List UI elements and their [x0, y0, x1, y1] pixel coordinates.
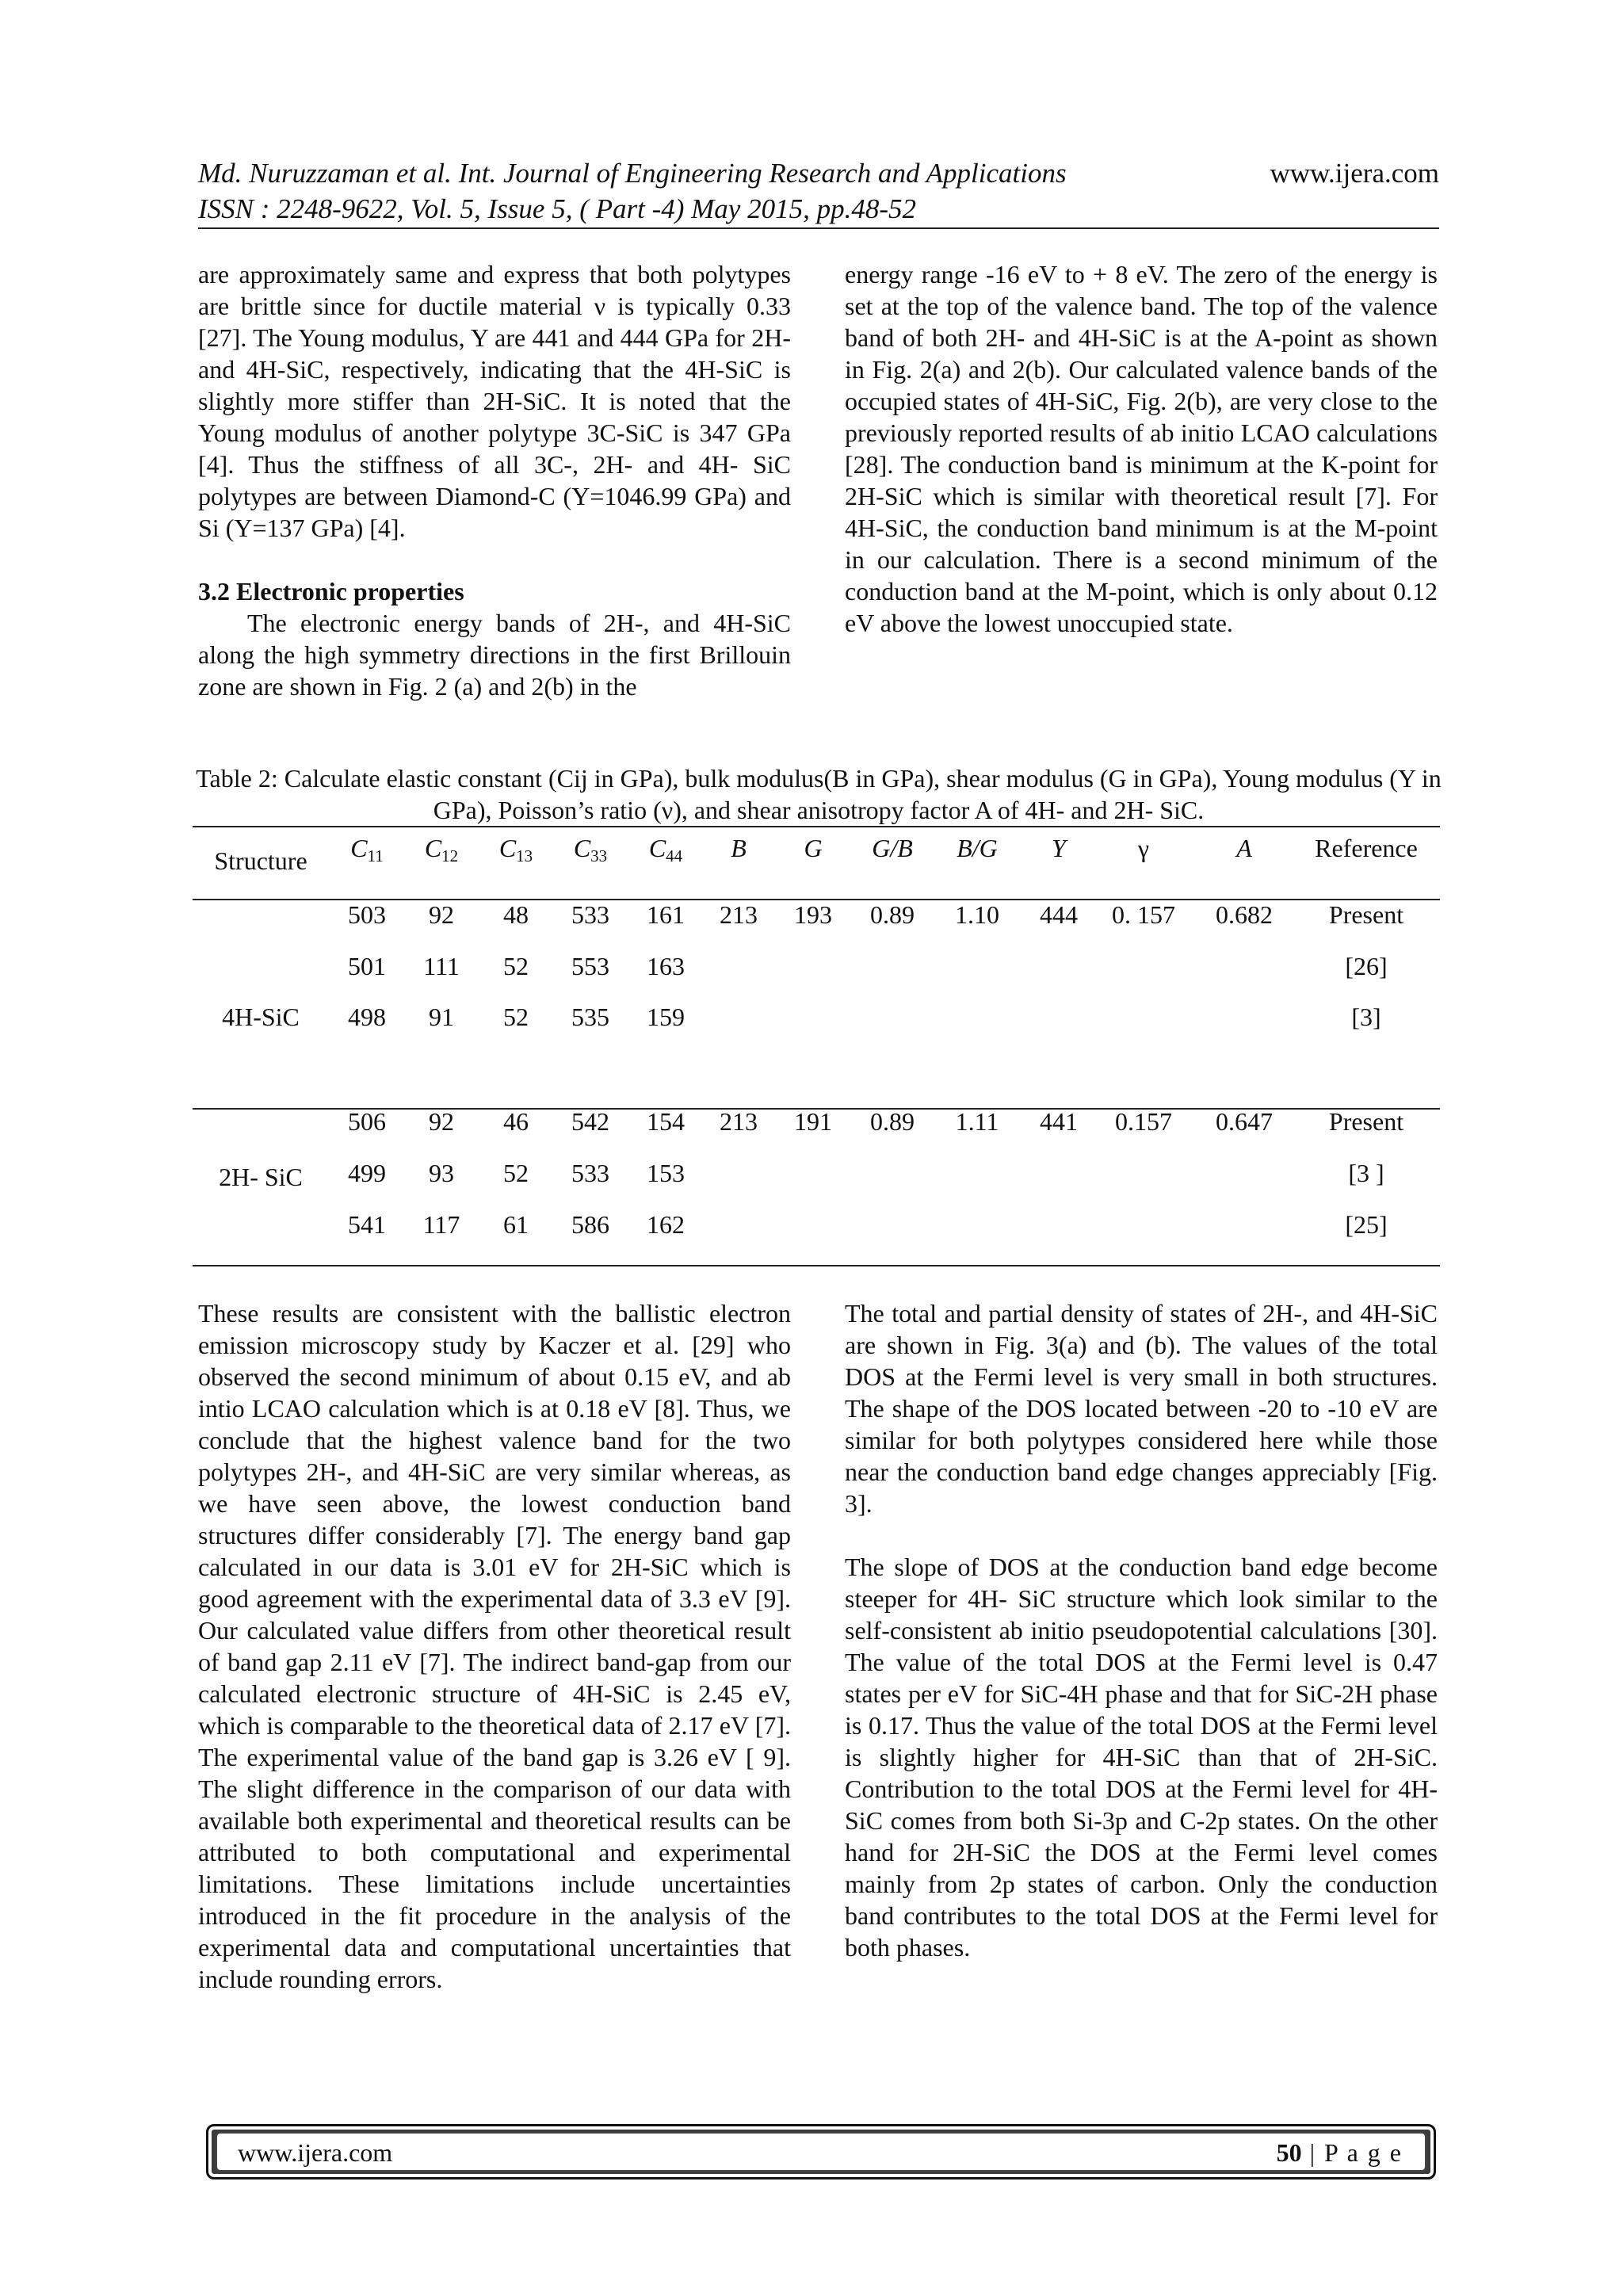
table-cell: 444: [1040, 900, 1078, 929]
table-cell: 193: [794, 900, 832, 929]
table-header-4: $C_{33}$: [573, 834, 608, 865]
table-header-6: B: [731, 834, 747, 862]
table-cell: 542: [571, 1107, 609, 1136]
table-cell: 161: [647, 900, 685, 929]
paragraph-electronic-intro: The electronic energy bands of 2H-, and 4H-SiC along the high symmetry directions in the first Brillouin zone are shown in Fig. 2 (a) and 2(b) in the: [198, 609, 791, 701]
running-header: [198, 155, 1439, 227]
table-cell: Present: [1328, 900, 1404, 929]
table-header-5: $C_{44}$: [648, 834, 683, 865]
table-cell: 0.157: [1115, 1107, 1172, 1136]
table-cell: 499: [348, 1159, 386, 1187]
table-header-2: $C_{12}$: [424, 834, 459, 865]
structure-label: 4H-SiC: [222, 1003, 300, 1031]
issn-line: ISSN : 2248-9622, Vol. 5, Issue 5, ( Part -4) May 2015, pp.48-52: [198, 193, 917, 224]
table-header-1: $C_{11}$: [350, 834, 384, 865]
table-cell: 191: [794, 1107, 832, 1136]
table-cell: 535: [571, 1003, 609, 1031]
table-cell: 506: [348, 1107, 386, 1136]
table-cell: 586: [571, 1210, 609, 1239]
table-cell: 61: [503, 1210, 529, 1239]
table-cell: 0.89: [870, 900, 915, 929]
table-header-8: G/B: [872, 834, 913, 862]
table-caption: Table 2: Calculate elastic constant (Cij in GPa), bulk modulus(B in GPa), shear modulus (G in GPa), Young modulus (Y in GPa), Poisson’s ratio (ν), and shear anisotropy factor A of 4H- and 2H- SiC.: [196, 764, 1442, 824]
table-cell: [25]: [1345, 1210, 1388, 1239]
table-top-rule: [193, 826, 1440, 827]
table-cell: 46: [503, 1107, 529, 1136]
table-cell: 162: [647, 1210, 685, 1239]
left-column-bottom: [198, 1297, 791, 1995]
table-header-9: B/G: [957, 834, 998, 862]
paragraph-dos-intro: The total and partial density of states of 2H-, and 4H-SiC are shown in Fig. 3(a) and (b). The values of the total DOS at the Fermi level is very small in both structures. The shape of the DOS located between -20 to -10 eV are similar for both polytypes considered here while those near the conduction band edge changes appreciably [Fig. 3].: [845, 1299, 1438, 1518]
left-column-top: [198, 258, 791, 702]
table-cell: 93: [429, 1159, 454, 1187]
table-cell: 154: [647, 1107, 685, 1136]
table-cell: 503: [348, 900, 386, 929]
table-bottom-rule: [193, 1265, 1440, 1266]
table-cell: 1.11: [955, 1107, 999, 1136]
table-cell: 501: [348, 952, 386, 980]
table-cell: 52: [503, 1003, 529, 1031]
table-cell: 111: [423, 952, 460, 980]
table-cell: [3]: [1351, 1003, 1381, 1031]
structure-label: 2H- SiC: [219, 1163, 303, 1191]
footer-site-link[interactable]: www.ijera.com: [238, 2138, 393, 2167]
table-header-3: $C_{13}$: [498, 834, 533, 865]
table-cell: 553: [571, 952, 609, 980]
header-divider: [198, 227, 1439, 229]
table-cell: 163: [647, 952, 685, 980]
table-cell: 213: [720, 900, 758, 929]
table-header-13: Reference: [1315, 834, 1418, 862]
right-column-bottom: [845, 1297, 1438, 1963]
table-cell: 0. 157: [1112, 900, 1175, 929]
table-cell: [3 ]: [1348, 1159, 1384, 1187]
table-header-7: G: [804, 834, 823, 862]
table-cell: Present: [1328, 1107, 1404, 1136]
paragraph-dos-fermi: The slope of DOS at the conduction band edge become steeper for 4H- SiC structure which look similar to the self-consistent ab initio pseudopotential calculations [30]. The value of the total DOS at the Fermi level is 0.47 states per eV for SiC-4H phase and that for SiC-2H phase is 0.17. Thus the value of the total DOS at the Fermi level is slightly higher for 4H-SiC than that of 2H-SiC. Contribution to the total DOS at the Fermi level for 4H-SiC comes from both Si-3p and C-2p states. On the other hand for 2H-SiC the DOS at the Fermi level comes mainly from 2p states of carbon. Only the conduction band contributes to the total DOS at the Fermi level for both phases.: [845, 1553, 1438, 1962]
paragraph-band-gap-discussion: These results are consistent with the ballistic electron emission microscopy study by Kaczer et al. [29] who observed the second minimum of about 0.15 eV, and ab intio LCAO calculation which is at 0.18 eV [8]. Thus, we conclude that the highest valence band for the two polytypes 2H-, and 4H-SiC are very similar whereas, as we have seen above, the lowest conduction band structures differ considerably [7]. The energy band gap calculated in our data is 3.01 eV for 2H-SiC which is good agreement with the experimental data of 3.3 eV [9]. Our calculated value differs from other theoretical result of band gap 2.11 eV [7]. The indirect band-gap from our calculated electronic structure of 4H-SiC is 2.45 eV, which is comparable to the theoretical data of 2.17 eV [7]. The experimental value of the band gap is 3.26 eV [ 9]. The slight difference in the comparison of our data with available both experimental and theoretical results can be attributed to both computational and experimental limitations. These limitations include uncertainties introduced in the fit procedure in the analysis of the experimental data and computational uncertainties that include rounding errors.: [198, 1299, 791, 1993]
table-header-12: A: [1236, 834, 1252, 862]
page-label: | P a g e: [1309, 2138, 1403, 2167]
paragraph-band-structure: energy range -16 eV to + 8 eV. The zero of the energy is set at the top of the valence band. The top of the valence band of both 2H- and 4H-SiC is at the A-point as shown in Fig. 2(a) and 2(b). Our calculated valence bands of the occupied states of 4H-SiC, Fig. 2(b), are very close to the previously reported results of ab initio LCAO calculations [28]. The conduction band is minimum at the K-point for 2H-SiC which is similar with theoretical result [7]. For 4H-SiC, the conduction band minimum is at the M-point in our calculation. There is a second minimum of the conduction band at the M-point, which is only about 0.12 eV above the lowest unoccupied state.: [845, 260, 1438, 637]
table-header-11: γ: [1137, 834, 1150, 862]
table-cell: 213: [720, 1107, 758, 1136]
table-cell: 533: [571, 1159, 609, 1187]
table-cell: 159: [647, 1003, 685, 1031]
table-cell: [26]: [1345, 952, 1388, 980]
table-cell: 0.89: [870, 1107, 915, 1136]
page-number: [1277, 2137, 1403, 2168]
table-cell: 92: [429, 1107, 454, 1136]
table-cell: 52: [503, 1159, 529, 1187]
table-cell: 91: [429, 1003, 454, 1031]
table-cell: 533: [571, 900, 609, 929]
table-header-0: Structure: [214, 846, 307, 875]
table-cell: 441: [1040, 1107, 1078, 1136]
page-footer: [206, 2124, 1436, 2179]
paragraph-mechanical-summary: are approximately same and express that both polytypes are brittle since for ductile material ν is typically 0.33 [27]. The Young modulus, Y are 441 and 444 GPa for 2H- and 4H-SiC, respectively, indicating that the 4H-SiC is slightly more stiffer than 2H-SiC. It is noted that the Young modulus of another polytype 3C-SiC is 347 GPa [4]. Thus the stiffness of all 3C-, 2H- and 4H- SiC polytypes are between Diamond-C (Y=1046.99 GPa) and Si (Y=137 GPa) [4].: [198, 260, 791, 542]
section-heading-electronic: 3.2 Electronic properties: [198, 577, 464, 606]
table-cell: 153: [647, 1159, 685, 1187]
footer-bar: [216, 2132, 1426, 2172]
page-number-value: 50: [1276, 2138, 1302, 2167]
table-header-10: Y: [1052, 834, 1066, 862]
table-cell: 52: [503, 952, 529, 980]
table-cell: 117: [422, 1210, 460, 1239]
table-cell: 92: [429, 900, 454, 929]
elastic-constants-table: [193, 826, 1440, 1266]
table-cell: 0.682: [1216, 900, 1273, 929]
table-cell: 498: [348, 1003, 386, 1031]
table-cell: 48: [503, 900, 529, 929]
table-cell: 541: [348, 1210, 386, 1239]
journal-citation-line: Md. Nuruzzaman et al. Int. Journal of Engineering Research and Applications: [198, 158, 1067, 189]
table-cell: 0.647: [1216, 1107, 1273, 1136]
header-site-link[interactable]: www.ijera.com: [1270, 158, 1439, 189]
table-cell: 1.10: [955, 900, 999, 929]
right-column-top: [845, 258, 1438, 639]
